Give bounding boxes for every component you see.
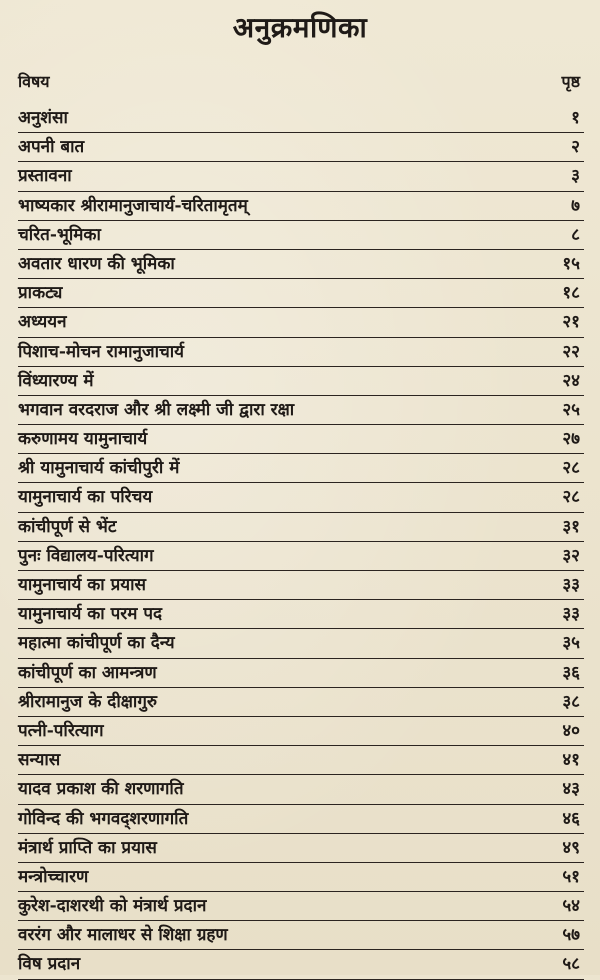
toc-entry	[18, 921, 584, 950]
toc-entry-page: ४१	[562, 750, 580, 771]
toc-entry-page: ३८	[562, 691, 580, 712]
toc-entry	[18, 688, 584, 717]
toc-entry-title: पिशाच-मोचन रामानुजाचार्य	[18, 341, 185, 362]
toc-entry-title: प्राकट्य	[18, 283, 63, 304]
toc-entry-page: ४९	[562, 837, 580, 858]
toc-entry	[18, 308, 584, 337]
toc-entry-page: २२	[562, 341, 580, 362]
toc-entry-page: ७	[571, 195, 580, 216]
toc-entry-page: १५	[562, 253, 580, 274]
toc-entry	[18, 659, 584, 688]
toc-entry-title: यामुनाचार्य का परम पद	[18, 604, 162, 625]
toc-entry	[18, 571, 584, 600]
toc-entry-page: २	[571, 137, 580, 158]
toc-entry-page: ३३	[562, 604, 580, 625]
toc-entry	[18, 338, 584, 367]
toc-entry-page: १८	[562, 283, 580, 304]
toc-entry-page: ४६	[562, 808, 580, 829]
toc-entry-page: ४३	[562, 779, 580, 800]
toc-entry-page: २५	[562, 399, 580, 420]
subject-column-header: विषय	[18, 72, 50, 91]
toc-entry-title: वररंग और मालाधर से शिक्षा ग्रहण	[18, 925, 228, 946]
toc-entry-title: श्रीरामानुज के दीक्षागुरु	[18, 691, 158, 712]
toc-entry-title: भाष्यकार श्रीरामानुजाचार्य-चरितामृतम्	[18, 195, 248, 216]
toc-entry-title: महात्मा कांचीपूर्ण का दैन्य	[18, 633, 175, 654]
toc-entry-title: यामुनाचार्य का परिचय	[18, 487, 153, 508]
page-title: अनुक्रमणिका	[232, 11, 368, 44]
table-of-contents	[18, 104, 584, 980]
toc-entry-title: पत्नी-परित्याग	[18, 720, 104, 741]
toc-entry	[18, 396, 584, 425]
toc-entry	[18, 892, 584, 921]
toc-entry-title: विंध्यारण्य में	[18, 370, 94, 391]
toc-entry	[18, 629, 584, 658]
toc-entry-page: ५१	[562, 866, 580, 887]
toc-entry	[18, 600, 584, 629]
toc-entry-page: २८	[562, 458, 580, 479]
toc-entry	[18, 863, 584, 892]
toc-entry-page: ३६	[562, 662, 580, 683]
toc-entry-title: कुरेश-दाशरथी को मंत्रार्थ प्रदान	[18, 896, 207, 917]
toc-entry-page: १	[571, 108, 580, 128]
toc-entry-title: भगवान वरदराज और श्री लक्ष्मी जी द्वारा रक्षा	[18, 399, 295, 420]
toc-entry-page: ४०	[562, 720, 580, 741]
toc-entry	[18, 746, 584, 775]
toc-entry-title: मन्त्रोच्चारण	[18, 866, 89, 887]
toc-entry-title: गोविन्द की भगवद्शरणागति	[18, 808, 189, 829]
toc-entry	[18, 104, 584, 133]
toc-entry-title: सन्यास	[18, 750, 61, 771]
toc-entry-title: कांचीपूर्ण का आमन्त्रण	[18, 662, 157, 683]
toc-entry	[18, 162, 584, 191]
toc-entry	[18, 483, 584, 512]
toc-entry-title: कांचीपूर्ण से भेंट	[18, 516, 117, 537]
toc-entry	[18, 717, 584, 746]
toc-entry-title: पुनः विद्यालय-परित्याग	[18, 545, 154, 566]
toc-entry-page: २७	[562, 429, 580, 450]
toc-entry-title: करुणामय यामुनाचार्य	[18, 429, 148, 450]
toc-entry-page: ३२	[562, 545, 580, 566]
toc-entry-page: २१	[562, 312, 580, 333]
toc-entry	[18, 834, 584, 863]
toc-entry-page: ८	[571, 224, 580, 245]
toc-entry-title: श्री यामुनाचार्य कांचीपुरी में	[18, 458, 180, 479]
toc-entry	[18, 279, 584, 308]
toc-entry-page: ५७	[562, 925, 580, 946]
toc-entry	[18, 775, 584, 804]
toc-entry	[18, 513, 584, 542]
toc-entry	[18, 454, 584, 483]
toc-entry-page: ३५	[562, 633, 580, 654]
toc-entry	[18, 805, 584, 834]
toc-entry	[18, 425, 584, 454]
toc-entry-title: अनुशंसा	[18, 108, 68, 128]
toc-entry-title: यादव प्रकाश की शरणागति	[18, 779, 184, 800]
toc-entry-page: ५४	[562, 896, 580, 917]
toc-entry-title: चरित-भूमिका	[18, 224, 101, 245]
toc-entry-title: अध्ययन	[18, 312, 67, 333]
toc-entry-title: अपनी बात	[18, 137, 85, 158]
toc-entry	[18, 221, 584, 250]
toc-entry-title: मंत्रार्थ प्राप्ति का प्रयास	[18, 837, 157, 858]
toc-entry-page: २४	[562, 370, 580, 391]
toc-entry-page: ३३	[562, 575, 580, 595]
toc-entry-page: २८	[562, 487, 580, 508]
toc-entry	[18, 367, 584, 396]
toc-entry-title: यामुनाचार्य का प्रयास	[18, 575, 147, 595]
toc-entry-title: अवतार धारण की भूमिका	[18, 253, 175, 274]
toc-entry	[18, 950, 584, 979]
toc-entry	[18, 542, 584, 571]
toc-entry	[18, 133, 584, 162]
toc-entry-title: प्रस्तावना	[18, 166, 72, 187]
toc-entry-page: ३१	[562, 516, 580, 537]
page-column-header: पृष्ठ	[561, 72, 580, 91]
toc-entry-page: ५८	[562, 954, 580, 975]
toc-entry	[18, 250, 584, 279]
toc-entry-page: ३	[571, 166, 580, 187]
toc-entry	[18, 192, 584, 221]
toc-entry-title: विष प्रदान	[18, 954, 81, 975]
